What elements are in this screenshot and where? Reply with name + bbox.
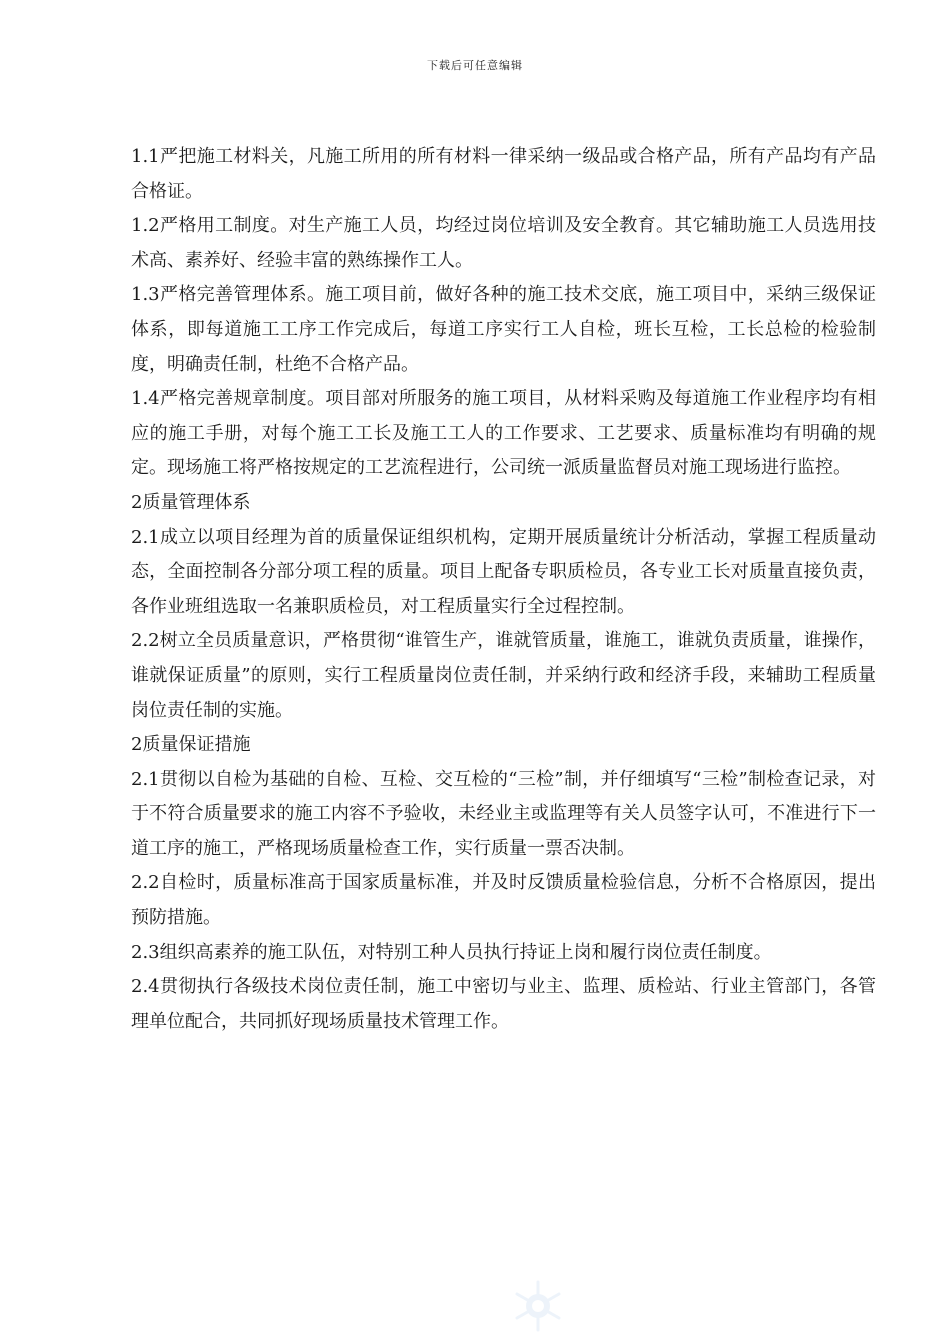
document-body [131, 140, 876, 1039]
paragraph-1-4: 1.4严格完善规章制度。项目部对所服务的施工项目，从材料采购及每道施工作业程序均有相应的施工手册，对每个施工工长及施工工人的工作要求、工艺要求、质量标准均有明确的规定。现场施工将严格按规定的工艺流程进行，公司统一派质量监督员对施工现场进行监控。 [131, 388, 876, 479]
paragraph-2-2-b: 2.2自检时，质量标准高于国家质量标准，并及时反馈质量检验信息，分析不合格原因，提出预防措施。 [131, 872, 876, 929]
header-note: 下载后可任意编辑 [427, 59, 523, 72]
paragraph-2-2-a: 2.2树立全员质量意识，严格贯彻“谁管生产，谁就管质量，谁施工，谁就负责质量，谁操作，谁就保证质量”的原则，实行工程质量岗位责任制，并采纳行政和经济手段，来辅助工程质量岗位责任制的实施。 [131, 630, 876, 721]
paragraph-1-2: 1.2严格用工制度。对生产施工人员，均经过岗位培训及安全教育。其它辅助施工人员选用技术高、素养好、经验丰富的熟练操作工人。 [131, 215, 876, 271]
section-heading-quality-management: 2质量管理体系 [131, 491, 251, 513]
section-heading-quality-measures: 2质量保证措施 [131, 734, 251, 756]
paragraph-2-1-a: 2.1成立以项目经理为首的质量保证组织机构，定期开展质量统计分析活动，掌握工程质量动态，全面控制各分部分项工程的质量。项目上配备专职质检员，各专业工长对质量直接负责，各作业班组选取一名兼职质检员，对工程质量实行全过程控制。 [131, 526, 876, 617]
paragraph-2-3: 2.3组织高素养的施工队伍，对特别工种人员执行持证上岗和履行岗位责任制度。 [131, 941, 772, 963]
snowflake-seal-icon [510, 1278, 566, 1334]
paragraph-1-1: 1.1严把施工材料关，凡施工所用的所有材料一律采纳一级品或合格产品，所有产品均有产品合格证。 [131, 146, 876, 202]
paragraph-1-3: 1.3严格完善管理体系。施工项目前，做好各种的施工技术交底，施工项目中，采纳三级保证体系，即每道施工工序工作完成后，每道工序实行工人自检，班长互检，工长总检的检验制度，明确责任制，杜绝不合格产品。 [131, 284, 876, 375]
paragraph-2-1-b: 2.1贯彻以自检为基础的自检、互检、交互检的“三检”制，并仔细填写“三检”制检查记录，对于不符合质量要求的施工内容不予验收，未经业主或监理等有关人员签字认可，不准进行下一道工序的施工，严格现场质量检查工作，实行质量一票否决制。 [131, 768, 876, 859]
paragraph-2-4: 2.4贯彻执行各级技术岗位责任制，施工中密切与业主、监理、质检站、行业主管部门，各管理单位配合，共同抓好现场质量技术管理工作。 [131, 976, 876, 1032]
